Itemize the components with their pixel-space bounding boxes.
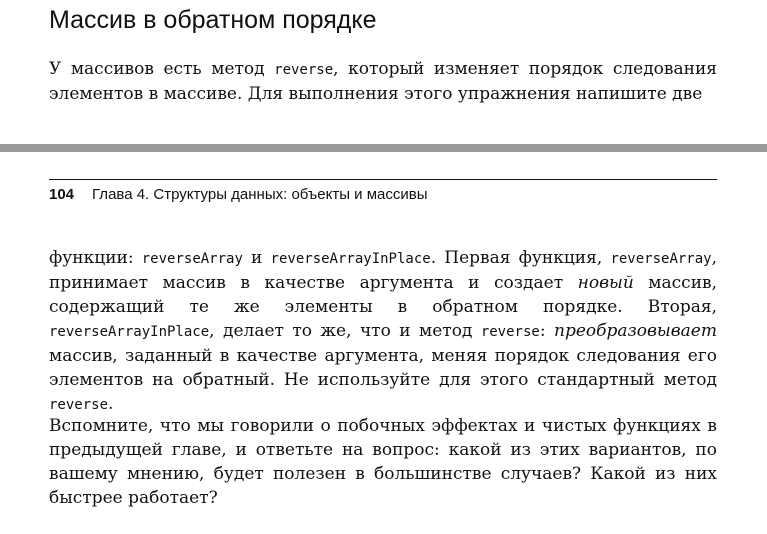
emphasis-transforms: преобразовывает (554, 321, 717, 341)
text-run: массив, заданный в качестве аргумента, меняя порядок следования его элементов на обратный. Не используйте для этого стандартный метод (49, 346, 717, 390)
text-run: , который изменяет порядок следования элементов в массиве. Для выполнения этого упражнения напишите две (49, 59, 717, 104)
text-run: . (108, 394, 114, 414)
emphasis-new: новый (577, 273, 634, 293)
text-run: , делает то же, что и метод (209, 321, 481, 341)
code-reverse: reverse (480, 324, 540, 340)
text-run: и (242, 248, 271, 268)
section-title: Массив в обратном порядке (49, 6, 377, 34)
page-separator (0, 144, 767, 152)
text-run: : (539, 321, 554, 341)
text-run: , принимает массив в качестве аргумента и создает (49, 248, 717, 293)
code-reverse: reverse (49, 397, 109, 413)
header-rule (49, 179, 717, 180)
text-run: функции: (49, 248, 142, 268)
code-reverse-array-in-place: reverseArrayInPlace (49, 324, 210, 340)
text-run: . Первая функция, (430, 248, 611, 268)
code-reverse-array: reverseArray (610, 251, 712, 267)
paragraph-question: Вспомните, что мы говорили о побочных эффектах и чистых функциях в предыдущей главе, и ответьте на вопрос: какой из этих вариантов, по вашему мнению, будет полезен в большинстве случаев? Какой из них быстрее работает? (49, 416, 717, 508)
chapter-title: Глава 4. Структуры данных: объекты и массивы (92, 186, 428, 203)
running-header (49, 186, 427, 203)
paragraph-intro (49, 57, 717, 106)
code-reverse-array-in-place: reverseArrayInPlace (270, 251, 431, 267)
text-run: массив, содержащий те же элементы в обратном порядке. Вторая, (49, 273, 718, 317)
text-run: У массивов есть метод (49, 59, 275, 79)
page-number: 104 (49, 186, 75, 203)
code-reverse: reverse (274, 62, 334, 78)
code-reverse-array: reverseArray (141, 251, 243, 267)
paragraph-task (49, 246, 717, 417)
